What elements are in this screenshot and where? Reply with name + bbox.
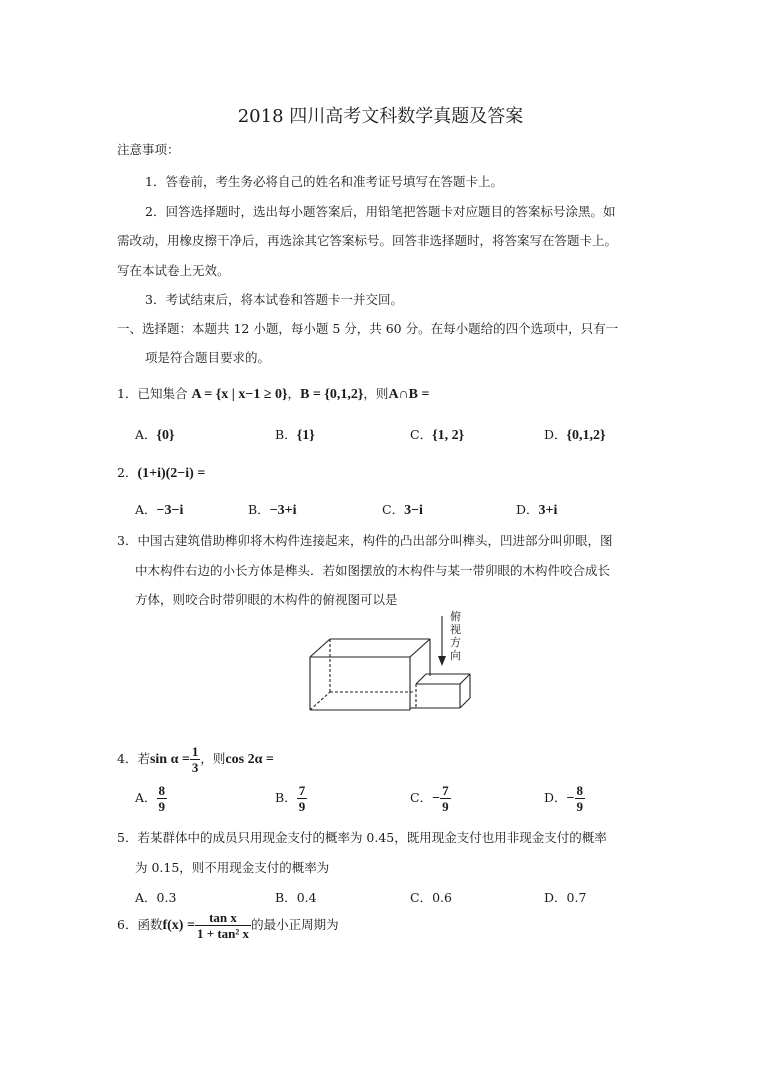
q1-option-c: C．{1, 2} xyxy=(410,427,465,443)
notice-item-2-line-3: 写在本试卷上无效。 xyxy=(117,263,230,278)
section-heading-line-2: 项是符合题目要求的。 xyxy=(145,350,271,365)
notice-item-3: 3．考试结束后，将本试卷和答题卡一并交回。 xyxy=(145,292,403,307)
question-3-line-3: 方体，则咬合时带卯眼的木构件的俯视图可以是 xyxy=(135,592,398,607)
question-5-line-1: 5．若某群体中的成员只用现金支付的概率为 0.45，既用现金支付也用非现金支付的概率 xyxy=(117,830,607,845)
q2-option-c: C．3−i xyxy=(382,502,423,518)
notice-item-1: 1．答卷前，考生务必将自己的姓名和准考证号填写在答题卡上。 xyxy=(145,174,503,189)
q1-set-a: A = {x | x−1 ≥ 0} xyxy=(191,387,288,402)
q2-option-a: A．−3−i xyxy=(135,502,184,518)
q6-fraction: $\frac{\text{tan x}}{\text{1 + tan² x}}$ xyxy=(196,910,250,941)
q4-cos-expression: cos 2α = xyxy=(225,752,274,767)
q2-option-b: B．−3+i xyxy=(248,502,297,518)
q1-expression: A∩B = xyxy=(388,387,430,402)
question-6: 6．函数f(x) = $\frac{\text{tan x}}{\text{1 + tan² x}}$ 的最小正周期为 xyxy=(117,910,339,941)
question-3-line-1: 3．中国古建筑借助榫卯将木构件连接起来，构件的凸出部分叫榫头，凹进部分叫卯眼，图 xyxy=(117,533,613,548)
q2-option-d: D．3+i xyxy=(516,502,558,518)
q3-figure-label: 俯 视 方 向 xyxy=(450,610,461,662)
q5-option-d: D．0.7 xyxy=(544,890,587,905)
q4-option-a: A． $\frac{8}{9}$ xyxy=(135,783,166,814)
q1-number: 1． xyxy=(117,386,138,401)
q1-post: ，则 xyxy=(363,386,389,401)
q1-sep: ， xyxy=(287,386,301,401)
q5-option-c: C．0.6 xyxy=(410,890,452,905)
question-5-line-2: 为 0.15，则不用现金支付的概率为 xyxy=(135,860,330,875)
notice-item-2-line-2: 需改动，用橡皮擦干净后，再选涂其它答案标号。回答非选择题时，将答案写在答题卡上。 xyxy=(117,233,618,248)
page-title: 2018 四川高考文科数学真题及答案 xyxy=(237,106,524,127)
q4-option-d: D．− $\frac{8}{9}$ xyxy=(544,783,584,814)
question-4: 4．若sin α = $\frac{1}{3}$ ，则cos 2α = xyxy=(117,744,274,775)
q4-option-b: B． $\frac{7}{9}$ xyxy=(275,783,306,814)
q6-function: f(x) = xyxy=(162,918,195,933)
question-3-line-2: 中木构件右边的小长方体是榫头．若如图摆放的木构件与某一带卯眼的木构件咬合成长 xyxy=(135,563,611,578)
q1-set-b: B = {0,1,2} xyxy=(300,387,364,402)
notice-item-2-line-1: 2．回答选择题时，选出每小题答案后，用铅笔把答题卡对应题目的答案标号涂黑。如 xyxy=(145,204,616,219)
q2-expression: (1+i)(2−i) = xyxy=(137,466,206,481)
q2-number: 2． xyxy=(117,465,138,480)
question-1 xyxy=(117,384,429,403)
q1-pre: 已知集合 xyxy=(137,386,188,401)
q5-option-b: B．0.4 xyxy=(275,890,317,905)
q1-option-a: A．{0} xyxy=(135,427,175,443)
q1-option-b: B．{1} xyxy=(275,427,315,443)
question-2 xyxy=(117,463,205,482)
section-heading-line-1: 一、选择题：本题共 12 小题，每小题 5 分，共 60 分。在每小题给的四个选项中，只有一 xyxy=(117,321,619,336)
q4-fraction: $\frac{1}{3}$ xyxy=(191,744,199,775)
view-direction-arrow-icon xyxy=(438,656,446,666)
q4-sin-expression: sin α = xyxy=(149,752,190,767)
q4-option-c: C．− $\frac{7}{9}$ xyxy=(410,783,449,814)
q5-option-a: A．0.3 xyxy=(135,890,177,905)
q1-option-d: D．{0,1,2} xyxy=(544,427,606,443)
notice-heading: 注意事项： xyxy=(117,142,180,157)
